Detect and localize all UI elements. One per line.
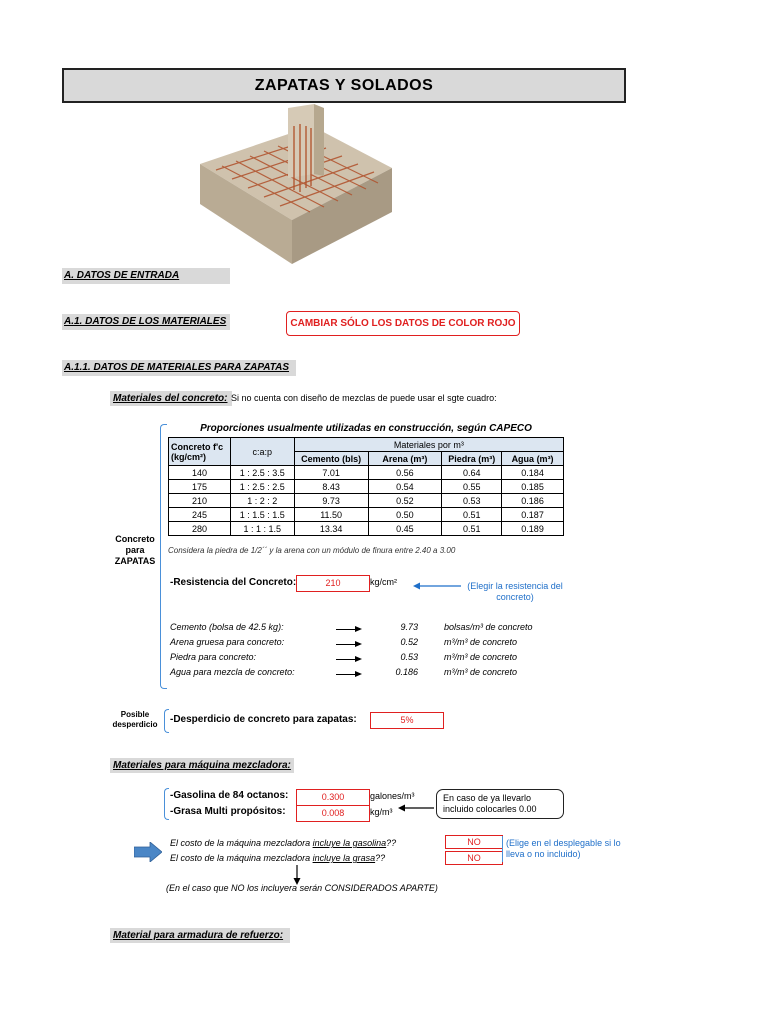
table-row <box>169 494 564 508</box>
table-row <box>169 466 564 480</box>
table-cell: 11.50 <box>294 508 368 522</box>
waste-bracket <box>164 709 169 733</box>
table-cell: 0.54 <box>368 480 442 494</box>
grease-label: -Grasa Multi propósitos: <box>170 806 286 817</box>
col-header-concreto: Concreto f'c (kg/cm²) <box>169 438 231 466</box>
derived-label: Agua para mezcla de concreto: <box>170 667 295 677</box>
warning-banner: CAMBIAR SÓLO LOS DATOS DE COLOR ROJO <box>286 311 520 336</box>
resistance-unit: kg/cm² <box>370 577 397 587</box>
table-footnote: Considera la piedra de 1/2´´ y la arena con un módulo de finura entre 2.40 a 3.00 <box>168 546 456 555</box>
grease-input[interactable]: 0.008 <box>296 805 370 822</box>
waste-label: -Desperdicio de concreto para zapatas: <box>170 714 357 725</box>
table-cell: 9.73 <box>294 494 368 508</box>
footing-illustration <box>192 104 398 270</box>
table-cell: 0.187 <box>502 508 564 522</box>
right-arrow-icon <box>336 644 360 645</box>
derived-unit: m³/m³ de concreto <box>444 637 518 647</box>
question-gasoline: El costo de la máquina mezcladora incluye la gasolina?? <box>170 838 397 848</box>
table-cell: 1 : 1 : 1.5 <box>230 522 294 536</box>
col-header-cap: c:a:p <box>230 438 294 466</box>
table-caption: Proporciones usualmente utilizadas en construcción, según CAPECO <box>200 423 532 434</box>
table-cell: 0.56 <box>368 466 442 480</box>
table-cell: 0.52 <box>368 494 442 508</box>
col-header-group: Materiales por m³ <box>294 438 563 452</box>
derived-value: 0.53 <box>400 652 418 662</box>
col-header-material: Piedra (m³) <box>442 452 502 466</box>
table-cell: 1 : 2.5 : 3.5 <box>230 466 294 480</box>
table-cell: 0.51 <box>442 508 502 522</box>
table-cell: 1 : 2.5 : 2.5 <box>230 480 294 494</box>
mixer-note: (En el caso que NO los incluyera serán CONSIDERADOS APARTE) <box>166 883 438 893</box>
right-arrow-icon <box>336 659 360 660</box>
resistance-hint: (Elegir la resistencia del concreto) <box>467 581 563 602</box>
included-hint: (Elige en el desplegable si lo lleva o no incluido) <box>506 838 621 859</box>
derived-label: Cemento (bolsa de 42.5 kg): <box>170 622 284 632</box>
section-datos-entrada: A. DATOS DE ENTRADA <box>62 268 230 284</box>
mixer-bracket <box>164 788 169 820</box>
col-header-material: Arena (m³) <box>368 452 442 466</box>
table-cell: 140 <box>169 466 231 480</box>
table-cell: 0.64 <box>442 466 502 480</box>
concrete-materials-note: Si no cuenta con diseño de mezclas de puede usar el sgte cuadro: <box>231 393 497 403</box>
table-row <box>169 508 564 522</box>
table-cell: 0.53 <box>442 494 502 508</box>
table-cell: 280 <box>169 522 231 536</box>
col-header-material: Agua (m³) <box>502 452 564 466</box>
section-datos-materiales: A.1. DATOS DE LOS MATERIALES <box>62 314 230 330</box>
gasoline-input[interactable]: 0.300 <box>296 789 370 806</box>
table-cell: 1 : 1.5 : 1.5 <box>230 508 294 522</box>
table-cell: 1 : 2 : 2 <box>230 494 294 508</box>
gasoline-label: -Gasolina de 84 octanos: <box>170 790 289 801</box>
table-cell: 175 <box>169 480 231 494</box>
question-grease: El costo de la máquina mezcladora incluye la grasa?? <box>170 853 386 863</box>
table-cell: 0.51 <box>442 522 502 536</box>
down-arrow-icon <box>293 865 301 885</box>
table-row <box>169 480 564 494</box>
table-cell: 0.185 <box>502 480 564 494</box>
waste-side-label: Posible desperdicio <box>112 710 158 729</box>
concrete-materials-heading: Materiales del concreto: <box>110 391 232 406</box>
table-cell: 13.34 <box>294 522 368 536</box>
table-cell: 0.186 <box>502 494 564 508</box>
derived-value: 0.186 <box>395 667 418 677</box>
derived-label: Piedra para concreto: <box>170 652 257 662</box>
table-cell: 0.184 <box>502 466 564 480</box>
proportions-table <box>168 437 564 536</box>
side-label-concreto: Concreto para ZAPATAS <box>114 534 156 566</box>
gasoline-unit: galones/m³ <box>370 791 415 801</box>
page-title: ZAPATAS Y SOLADOS <box>62 68 626 103</box>
col-header-material: Cemento (bls) <box>294 452 368 466</box>
callout-arrow-icon <box>398 804 434 812</box>
callout-box: En caso de ya llevarlo incluido colocarles 0.00 <box>436 789 564 819</box>
derived-value: 0.52 <box>400 637 418 647</box>
right-arrow-icon <box>336 674 360 675</box>
rebar-heading: Material para armadura de refuerzo: <box>110 928 290 943</box>
table-cell: 8.43 <box>294 480 368 494</box>
left-arrow-icon <box>413 582 463 590</box>
table-cell: 0.50 <box>368 508 442 522</box>
grease-included-select[interactable]: NO <box>445 851 503 865</box>
table-row <box>169 522 564 536</box>
gasoline-included-select[interactable]: NO <box>445 835 503 849</box>
derived-label: Arena gruesa para concreto: <box>170 637 285 647</box>
table-cell: 0.189 <box>502 522 564 536</box>
mixer-heading: Materiales para máquina mezcladora: <box>110 758 294 773</box>
waste-input[interactable]: 5% <box>370 712 444 729</box>
table-cell: 210 <box>169 494 231 508</box>
derived-unit: m³/m³ de concreto <box>444 667 518 677</box>
right-arrow-icon <box>134 842 162 862</box>
table-cell: 245 <box>169 508 231 522</box>
section-materiales-zapatas: A.1.1. DATOS DE MATERIALES PARA ZAPATAS <box>62 360 296 376</box>
resistance-input[interactable]: 210 <box>296 575 370 592</box>
table-cell: 7.01 <box>294 466 368 480</box>
right-arrow-icon <box>336 629 360 630</box>
resistance-label: -Resistencia del Concreto: <box>170 577 297 588</box>
table-cell: 0.55 <box>442 480 502 494</box>
derived-unit: m³/m³ de concreto <box>444 652 518 662</box>
concrete-bracket <box>160 424 167 689</box>
grease-unit: kg/m³ <box>370 807 393 817</box>
derived-value: 9.73 <box>400 622 418 632</box>
derived-unit: bolsas/m³ de concreto <box>444 622 533 632</box>
table-cell: 0.45 <box>368 522 442 536</box>
